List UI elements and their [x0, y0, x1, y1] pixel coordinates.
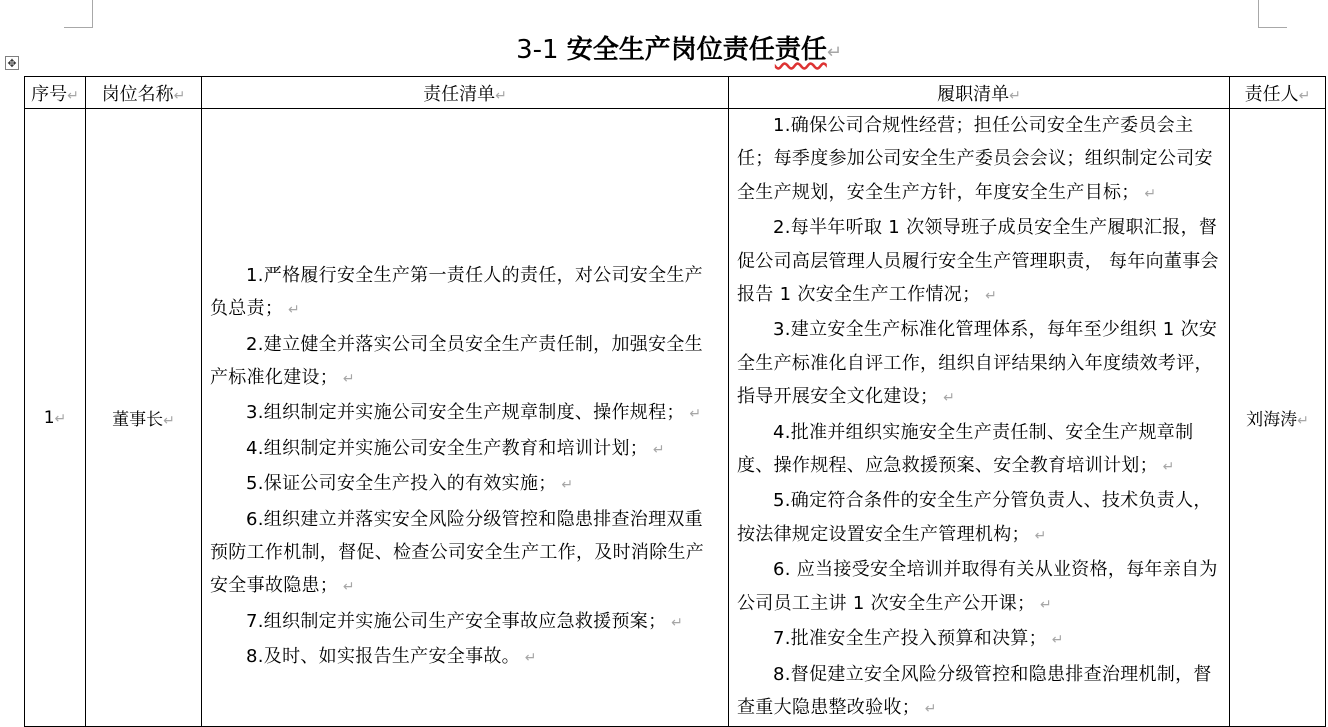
paragraph-mark-icon: ↵ [938, 390, 956, 407]
title-number: 3-1 [516, 35, 559, 65]
header-responsibility: 责任清单↵ [202, 77, 729, 109]
responsibility-item: 6.组织建立并落实安全风险分级管控和隐患排查治理双重预防工作机制，督促、检查公司安全生产工作，及时消除生产安全事故隐患； ↵ [210, 508, 705, 597]
page-corner-mark-top-right [1258, 0, 1287, 28]
page-corner-mark-top-left [64, 0, 93, 28]
paragraph-mark-icon: ↵ [1029, 527, 1047, 544]
paragraph-mark-icon: ↵ [556, 477, 574, 494]
cell-person[interactable]: 刘海涛↵ [1230, 109, 1326, 727]
cell-responsibility-list[interactable] [202, 109, 729, 727]
table-move-handle-icon[interactable]: ✥ [5, 56, 19, 70]
header-seq: 序号↵ [25, 77, 86, 109]
duty-item: 3.建立安全生产标准化管理体系，每年至少组织 1 次安全生产标准化自评工作，组织自评结果纳入年度绩效考评，指导开展安全文化建设； ↵ [737, 319, 1218, 408]
paragraph-mark-icon: ↵ [1157, 459, 1175, 476]
cell-position[interactable]: 董事长↵ [86, 109, 202, 727]
header-duty: 履职清单↵ [729, 77, 1230, 109]
paragraph-mark-icon: ↵ [519, 650, 537, 667]
paragraph-mark-icon: ↵ [648, 441, 665, 458]
responsibility-list [202, 160, 728, 676]
duty-item: 4.批准并组织实施安全生产责任制、安全生产规章制度、操作规程、应急救援预案、安全教育培训计划； ↵ [737, 421, 1194, 477]
paragraph-mark-icon: ↵ [1035, 596, 1053, 613]
duty-item: 8.督促建立安全风险分级管控和隐患排查治理机制，督查重大隐患整改验收； ↵ [737, 663, 1212, 718]
responsibility-item: 8.及时、如实报告生产安全事故。 ↵ [246, 646, 537, 668]
paragraph-mark-icon: ↵ [283, 302, 300, 319]
document-title [0, 30, 1328, 73]
paragraph-mark-icon: ↵ [826, 42, 842, 63]
responsibility-item: 4.组织制定并实施公司安全生产教育和培训计划； ↵ [246, 437, 665, 459]
paragraph-mark-icon: ↵ [1046, 632, 1064, 649]
paragraph-mark-icon: ↵ [666, 614, 684, 631]
cell-seq[interactable]: 1↵ [25, 109, 86, 727]
responsibility-item: 5.保证公司安全生产投入的有效实施； ↵ [246, 473, 574, 495]
duty-item: 7.批准安全生产投入预算和决算； ↵ [773, 628, 1064, 650]
responsibility-item: 7.组织制定并实施公司生产安全事故应急救援预案； ↵ [246, 610, 684, 632]
duty-list [729, 109, 1229, 726]
title-text: 安全生产岗位责任 [566, 35, 775, 65]
paragraph-mark-icon: ↵ [684, 406, 702, 423]
duty-item: 2.每半年听取 1 次领导班子成员安全生产履职汇报，督促公司高层管理人员履行安全生产管理职责， 每年向董事会报告 1 次安全生产工作情况； ↵ [737, 217, 1219, 306]
table-header-row [25, 77, 1326, 109]
paragraph-mark-icon: ↵ [338, 579, 355, 596]
header-position: 岗位名称↵ [86, 77, 202, 109]
paragraph-mark-icon: ↵ [980, 288, 998, 305]
paragraph-mark-icon: ↵ [338, 370, 355, 387]
cell-duty-list[interactable] [729, 109, 1230, 727]
duty-item: 6. 应当接受安全培训并取得有关从业资格，每年亲自为公司员工主讲 1 次安全生产公开课； ↵ [737, 559, 1218, 614]
header-person: 责任人↵ [1230, 77, 1326, 109]
paragraph-mark-icon: ↵ [1139, 185, 1157, 202]
table-row [25, 109, 1326, 727]
responsibility-table [24, 76, 1326, 727]
duty-item: 1.确保公司合规性经营；担任公司安全生产委员会主任；每季度参加公司安全生产委员会会议；组织制定公司安全生产规划，安全生产方针，年度安全生产目标； ↵ [737, 115, 1213, 203]
responsibility-item: 3.组织制定并实施公司安全生产规章制度、操作规程； ↵ [246, 402, 702, 424]
title-text-spellcheck: 责任 [774, 35, 827, 65]
responsibility-item: 1.严格履行安全生产第一责任人的责任，对公司安全生产负总责； ↵ [210, 264, 703, 320]
responsibility-item: 2.建立健全并落实公司全员安全生产责任制，加强安全生产标准化建设； ↵ [210, 333, 703, 388]
paragraph-mark-icon: ↵ [920, 700, 937, 717]
duty-item: 5.确定符合条件的安全生产分管负责人、技术负责人，按法律规定设置安全生产管理机构； ↵ [737, 490, 1212, 545]
